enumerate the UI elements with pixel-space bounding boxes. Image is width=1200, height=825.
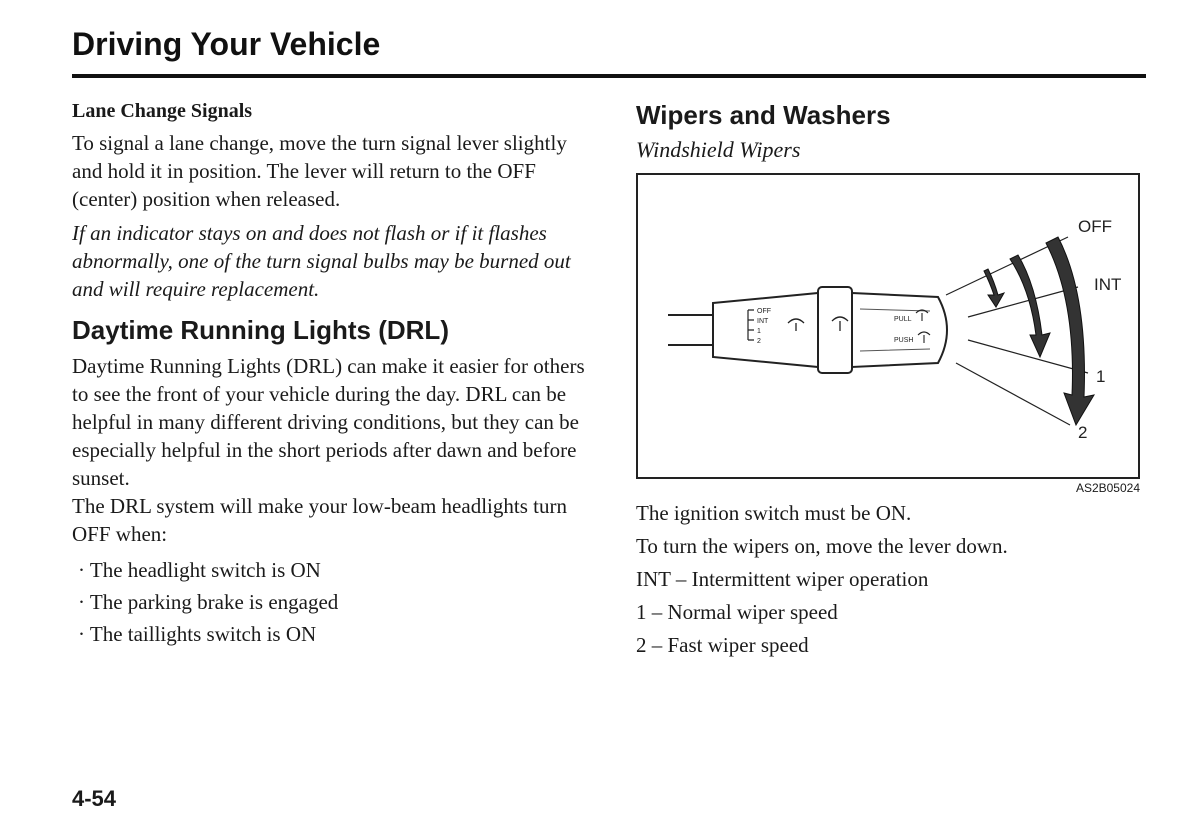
arrow-1-icon [1010, 255, 1050, 357]
drl-heading: Daytime Running Lights (DRL) [72, 315, 449, 345]
arrow-2-icon [1046, 237, 1094, 425]
position-label-off: OFF [1078, 217, 1112, 236]
lever-grip [713, 293, 818, 367]
wiper-lever-figure [636, 173, 1140, 479]
wiper-instruction-line: The ignition switch must be ON. [636, 501, 912, 525]
header-rule [72, 74, 1146, 78]
right-column [636, 100, 1146, 662]
lane-change-heading: Lane Change Signals [72, 100, 253, 122]
lever-text-1: 1 [757, 328, 761, 335]
leader-line-1 [968, 340, 1088, 373]
drl-bullet-item: · The taillights switch is ON [78, 618, 592, 650]
wiper-instruction-line: To turn the wipers on, move the lever down. [636, 534, 1008, 558]
page-number: 4-54 [72, 786, 117, 811]
leader-line-int [968, 287, 1078, 317]
lever-text-2: 2 [757, 338, 761, 345]
wipers-heading: Wipers and Washers [636, 100, 891, 130]
lane-change-paragraph: To signal a lane change, move the turn signal lever slightly and hold it in position. The lever will return to the OFF (center) position when released. [72, 131, 567, 211]
wiper-instruction-line: 2 – Fast wiper speed [636, 633, 809, 657]
lever-tip [852, 293, 947, 367]
lever-text-int: INT [757, 318, 769, 325]
left-column [72, 100, 592, 650]
drl-paragraph-2: The DRL system will make your low-beam headlights turn OFF when: [72, 494, 567, 546]
figure-code: AS2B05024 [1075, 481, 1140, 495]
lever-text-off: OFF [757, 308, 771, 315]
drl-paragraph-1: Daytime Running Lights (DRL) can make it easier for others to see the front of your vehicle during the day. DRL can be helpful in many different driving conditions, but they can be especially helpful in the short periods after dawn and before sunset. [72, 354, 585, 490]
wiper-instruction-line: 1 – Normal wiper speed [636, 600, 838, 624]
position-label-int: INT [1094, 275, 1122, 294]
arrow-int-icon [984, 269, 1004, 307]
drl-bullet-item: · The headlight switch is ON [78, 554, 592, 586]
lever-text-push: PUSH [894, 337, 914, 344]
drl-bullet-item: · The parking brake is engaged [78, 586, 592, 618]
leader-line-2 [956, 363, 1070, 425]
lever-text-pull: PULL [894, 316, 912, 323]
wiper-instruction-line: INT – Intermittent wiper operation [636, 567, 929, 591]
lever-stalk [668, 315, 713, 345]
position-label-1: 1 [1096, 367, 1106, 386]
wiper-lever-diagram [638, 175, 1138, 477]
lane-change-note: If an indicator stays on and does not flash or if it flashes abnormally, one of the turn signal bulbs may be burned out and will require replacement. [72, 221, 571, 301]
position-label-2: 2 [1078, 423, 1088, 442]
windshield-wipers-subheading: Windshield Wipers [636, 137, 801, 162]
lever-ring [818, 287, 852, 373]
page-title: Driving Your Vehicle [72, 26, 381, 62]
drl-bullet-list [72, 554, 592, 650]
